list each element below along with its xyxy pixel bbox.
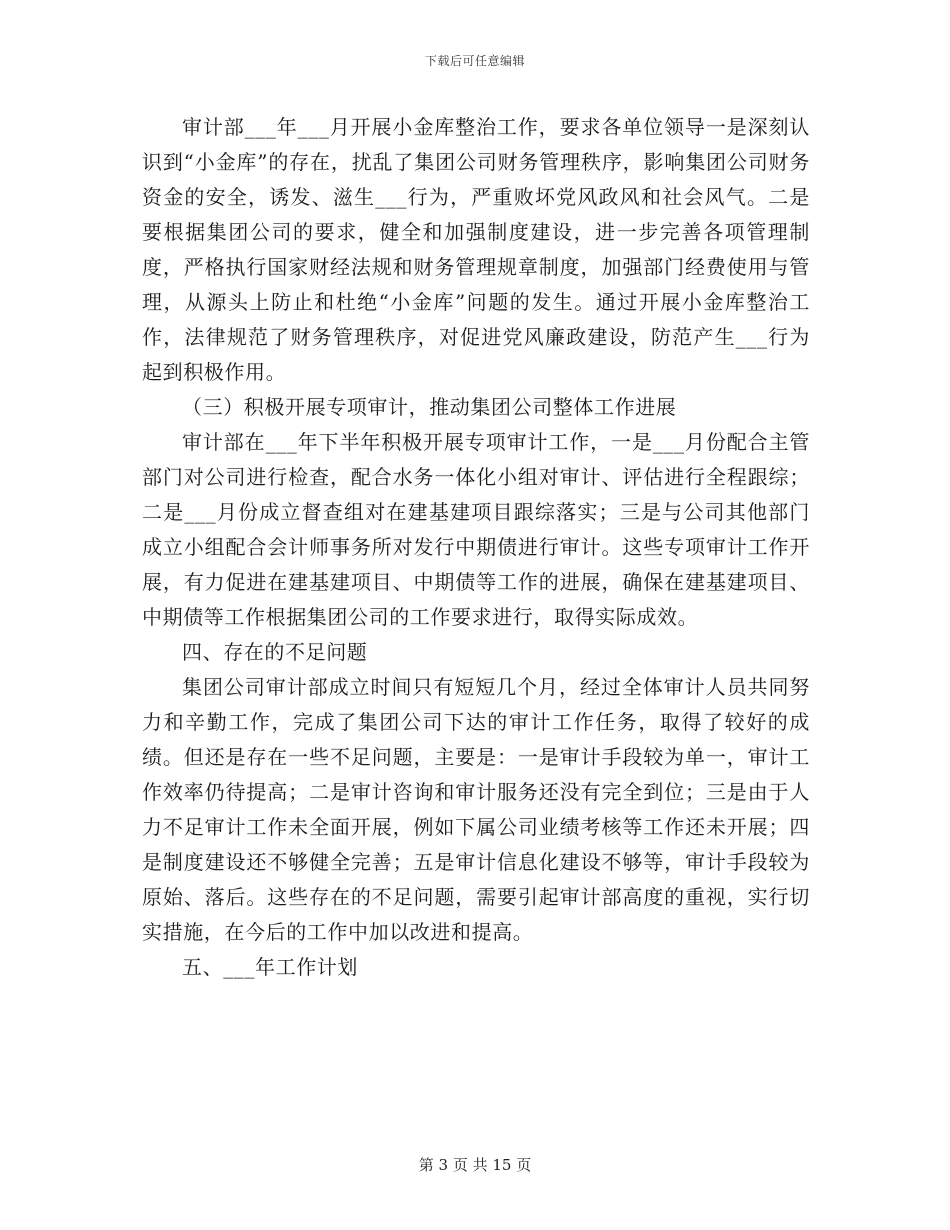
page-header: 下载后可任意编辑 <box>424 54 525 68</box>
page-footer: 第 3 页 共 15 页 <box>418 1156 532 1174</box>
section-heading-work-plan: 五、___年工作计划 <box>182 955 358 979</box>
paragraph-shortcomings: 集团公司审计部成立时间只有短短几个月，经过全体审计人员共同努力和辛勤工作，完成了集团公司下达的审计工作任务，取得了较好的成绩。但还是存在一些不足问题，主要是：一是审计手段较为单一，审计工作效率仍待提高；二是审计咨询和审计服务还没有完全到位；三是由于人力不足审计工作未全面开展，例如下属公司业绩考核等工作还未开展；四是制度建设还不够健全完善；五是审计信息化建设不够等，审计手段较为原始、落后。这些存在的不足问题，需要引起审计部高度的重视，实行切实措施，在今后的工作中加以改进和提高。 <box>142 675 810 944</box>
section-heading-shortcomings: 四、存在的不足问题 <box>182 640 368 664</box>
paragraph-small-treasury: 审计部___年___月开展小金库整治工作，要求各单位领导一是深刻认识到“小金库”的存在，扰乱了集团公司财务管理秩序，影响集团公司财务资金的安全，诱发、滋生___行为，严重败坏党风政风和社会风气。二是要根据集团公司的要求，健全和加强制度建设，进一步完善各项管理制度，严格执行国家财经法规和财务管理规章制度，加强部门经费使用与管理，从源头上防止和杜绝“小金库”问题的发生。通过开展小金库整治工作，法律规范了财务管理秩序，对促进党风廉政建设，防范产生___行为起到积极作用。 <box>142 115 810 384</box>
document-body <box>142 110 810 985</box>
section-heading-special-audit: （三）积极开展专项审计，推动集团公司整体工作进展 <box>182 395 677 419</box>
paragraph-special-audit: 审计部在___年下半年积极开展专项审计工作，一是___月份配合主管部门对公司进行检查，配合水务一体化小组对审计、评估进行全程跟综；二是___月份成立督查组对在建基建项目跟综落实；三是与公司其他部门成立小组配合会计师事务所对发行中期债进行审计。这些专项审计工作开展，有力促进在建基建项目、中期债等工作的进展，确保在建基建项目、中期债等工作根据集团公司的工作要求进行，取得实际成效。 <box>142 430 810 629</box>
